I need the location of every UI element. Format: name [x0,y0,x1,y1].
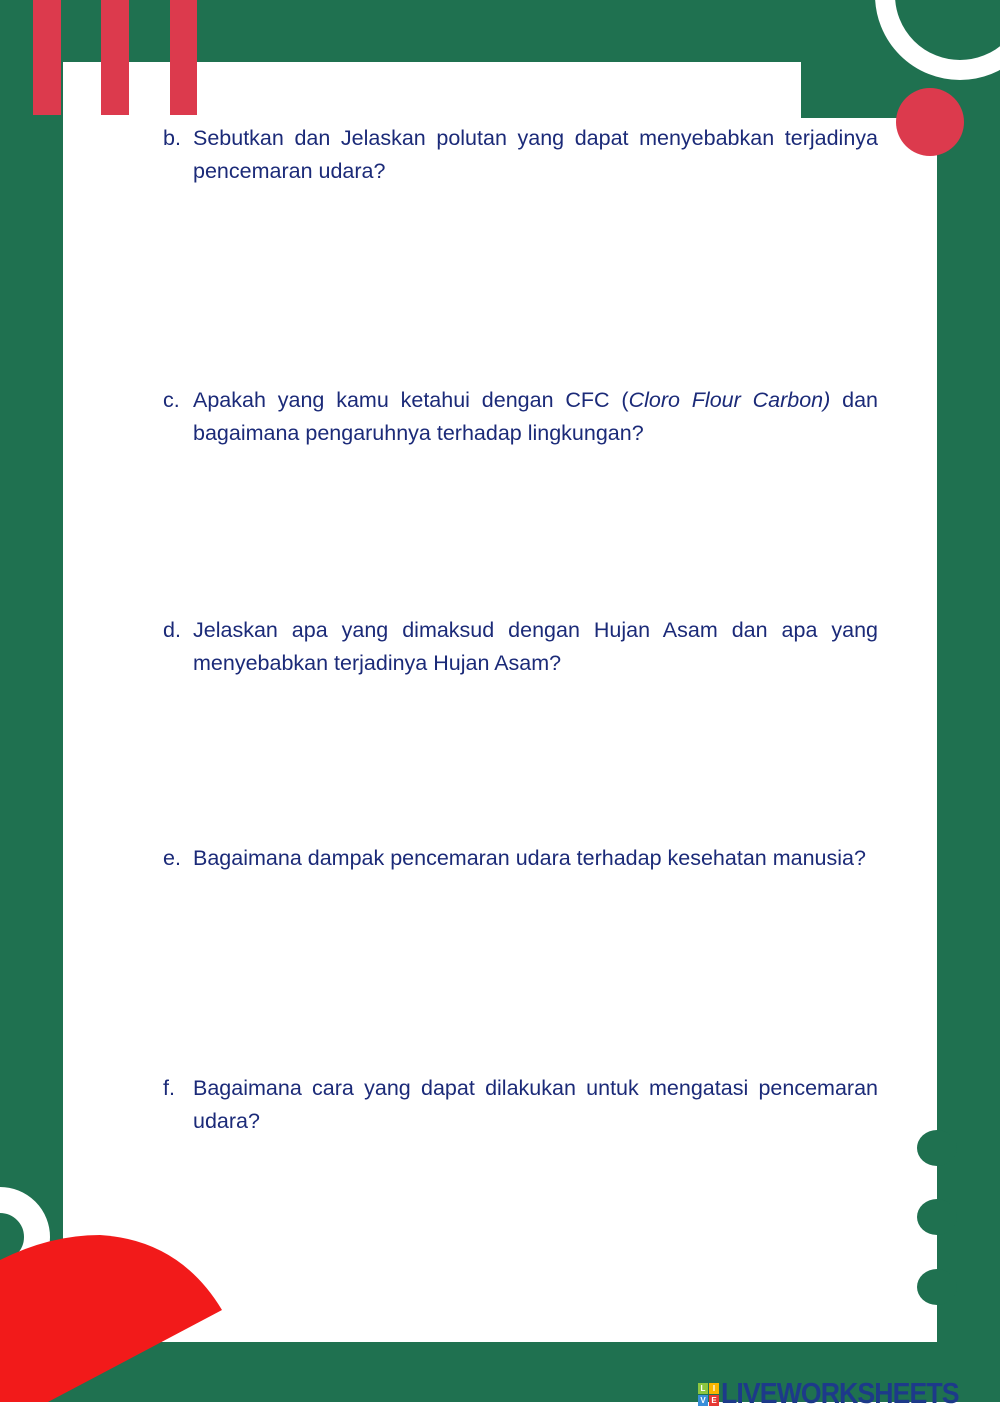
question-text-part: Apakah yang kamu ketahui dengan CFC ( [193,388,629,412]
question-text: Bagaimana dampak pencemaran udara terhadap kesehatan manusia? [193,846,866,870]
question-b [163,122,878,188]
edge-bump [917,1130,957,1166]
question-label: f. [163,1076,175,1100]
question-d [163,614,878,680]
logo-text: LIVEWORKSHEETS [721,1378,959,1410]
liveworksheets-logo [698,1378,979,1411]
decor-circle [896,88,964,156]
question-text: Bagaimana cara yang dapat dilakukan untuk mengatasi pencemaran udara? [193,1076,878,1133]
question-f [163,1072,878,1138]
decor-bar [170,0,197,115]
question-text: Sebutkan dan Jelaskan polutan yang dapat menyebabkan terjadinya pencemaran udara? [193,126,878,183]
decor-bar [33,0,61,115]
question-text-italic: Cloro Flour Carbon) [628,388,831,412]
question-label: e. [163,846,181,870]
question-label: d. [163,618,181,642]
question-label: c. [163,388,180,412]
decor-red-shape [0,1230,230,1405]
paper-area [63,62,801,1342]
paper-area-right [800,118,937,1342]
question-e [163,842,878,875]
edge-bump [917,1269,957,1305]
badge-letter: L [698,1383,708,1394]
edge-bump [917,1199,957,1235]
badge-letter: I [709,1383,719,1394]
logo-badge-icon [698,1383,719,1406]
badge-letter: V [698,1395,708,1406]
decor-bar [101,0,129,115]
question-text [193,384,878,450]
badge-letter: E [709,1395,719,1406]
question-text: Jelaskan apa yang dimaksud dengan Hujan Asam dan apa yang menyebabkan terjadinya Hujan Asam? [193,618,878,675]
question-c [163,384,878,450]
question-text-part: dan bagaimana pengaruhnya terhadap lingkungan? [193,388,878,445]
question-label: b. [163,126,181,150]
